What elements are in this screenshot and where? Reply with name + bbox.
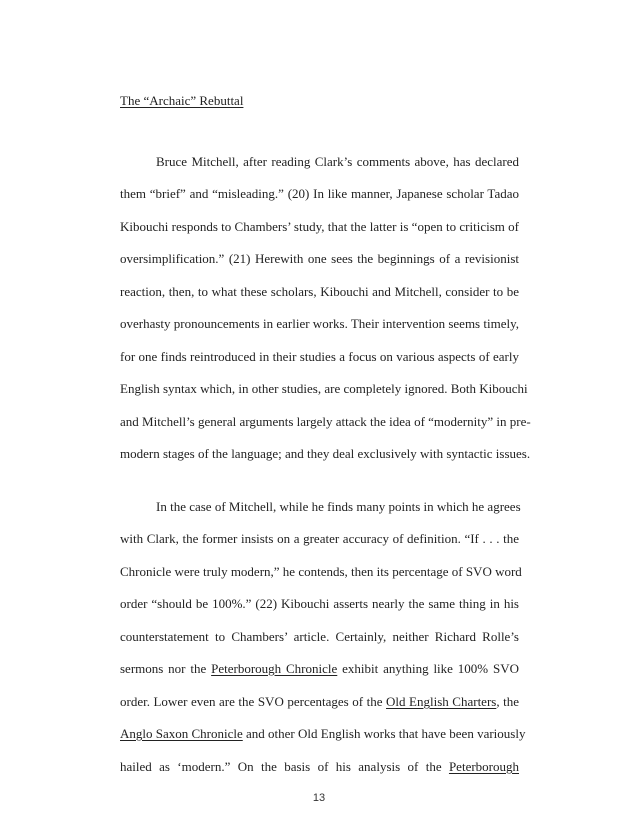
line-9-text-before: hailed as ‘modern.” On the basis of his analysis of the [120,759,449,774]
title-anglo-saxon-chronicle: Anglo Saxon Chronicle [120,726,243,741]
paragraph-2-line-4: order “should be 100%.” (22) Kibouchi asserts nearly the same thing in his [120,596,519,611]
paragraph-2-line-1: In the case of Mitchell, while he finds many points in which he agrees [156,499,521,514]
line-7-text-before: order. Lower even are the SVO percentages of the [120,694,387,709]
paragraph-2-line-8 [120,726,526,742]
title-peterborough-chronicle: Peterborough Chronicle [211,661,338,676]
paragraph-1-line-1: Bruce Mitchell, after reading Clark’s comments above, has declared [156,154,519,169]
title-old-english-charters: Old English Charters [386,694,497,709]
page-number: 13 [312,792,326,804]
paragraph-2-line-6 [120,661,519,677]
paragraph-1-line-10: modern stages of the language; and they deal exclusively with syntactic issues. [120,446,531,461]
paragraph-1-line-9: and Mitchell’s general arguments largely attack the idea of “modernity” in pre- [120,414,531,429]
paragraph-2-line-3: Chronicle were truly modern,” he contends, then its percentage of SVO word [120,564,522,579]
line-8-text-after: and other Old English works that have been variously [242,726,526,741]
paragraph-1-line-3: Kibouchi responds to Chambers’ study, that the latter is “open to criticism of [120,219,519,234]
paragraph-2-line-2: with Clark, the former insists on a greater accuracy of definition. “If . . . the [120,531,519,546]
paragraph-1-line-8: English syntax which, in other studies, are completely ignored. Both Kibouchi [120,381,528,396]
line-7-text-after: , the [496,694,520,709]
paragraph-1-line-6: overhasty pronouncements in earlier works. Their intervention seems timely, [120,316,519,331]
paragraph-1-line-7: for one finds reintroduced in their studies a focus on various aspects of early [120,349,519,364]
paragraph-2-line-9 [120,759,519,775]
line-6-text-before: sermons nor the [120,661,212,676]
section-heading: The “Archaic” Rebuttal [120,93,244,108]
paragraph-1-line-4: oversimplification.” (21) Herewith one sees the beginnings of a revisionist [120,251,519,266]
title-peterborough: Peterborough [448,759,519,774]
paragraph-1-line-2: them “brief” and “misleading.” (20) In like manner, Japanese scholar Tadao [120,186,519,201]
paragraph-2-line-5: counterstatement to Chambers’ article. Certainly, neither Richard Rolle’s [120,629,519,644]
line-6-text-after: exhibit anything like 100% SVO [337,661,519,676]
paragraph-1-line-5: reaction, then, to what these scholars, Kibouchi and Mitchell, consider to be [120,284,519,299]
paragraph-2-line-7 [120,694,519,710]
